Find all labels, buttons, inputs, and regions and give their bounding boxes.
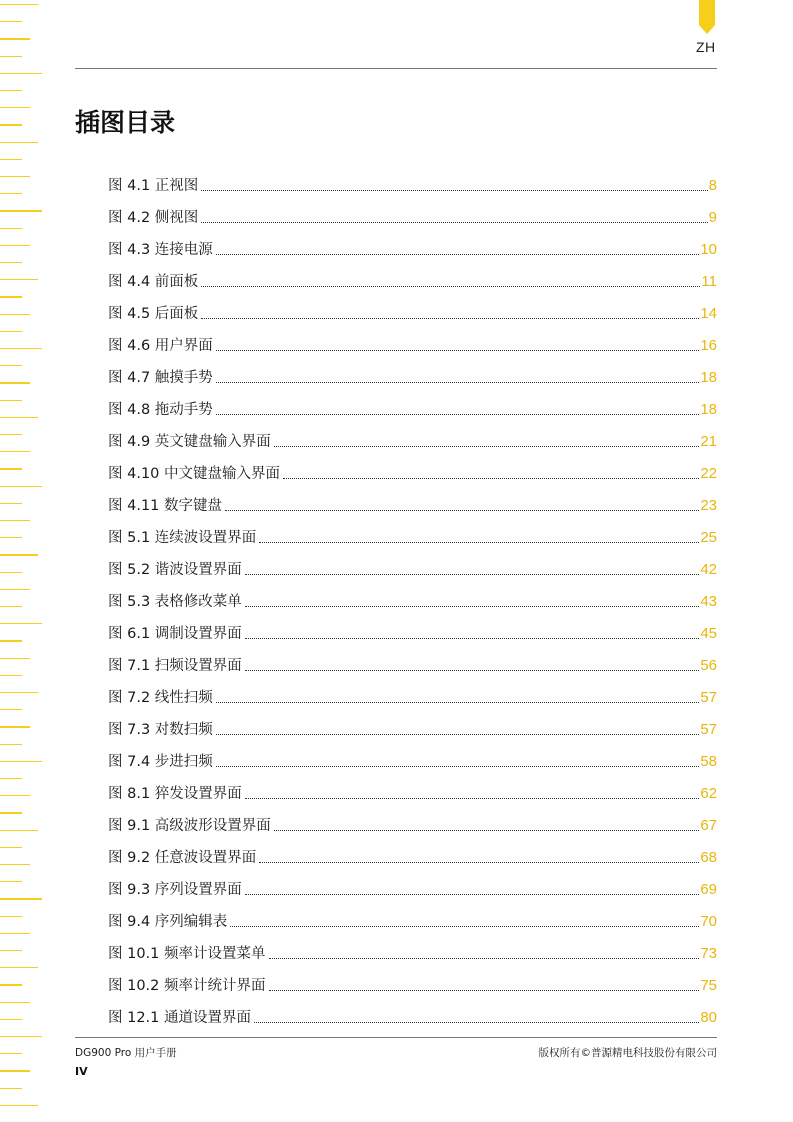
edge-line xyxy=(0,658,30,659)
toc-entry-label: 图 7.3 对数扫频 xyxy=(108,722,213,738)
toc-entry[interactable] xyxy=(108,455,717,487)
edge-line xyxy=(0,279,38,280)
edge-line xyxy=(0,468,22,469)
toc-entry[interactable] xyxy=(108,167,717,199)
toc-entry-page: 57 xyxy=(700,721,717,738)
edge-line xyxy=(0,4,38,5)
edge-line xyxy=(0,1002,30,1003)
header-divider xyxy=(75,68,717,69)
toc-entry[interactable] xyxy=(108,487,717,519)
toc-entry-label: 图 4.11 数字键盘 xyxy=(108,498,223,514)
edge-line xyxy=(0,503,22,504)
edge-line xyxy=(0,864,30,865)
edge-line xyxy=(0,193,22,194)
toc-entry-label: 图 9.2 任意波设置界面 xyxy=(108,850,257,866)
edge-line xyxy=(0,451,30,452)
edge-line xyxy=(0,1105,38,1106)
edge-line xyxy=(0,744,22,745)
edge-line xyxy=(0,1036,42,1037)
toc-entry[interactable] xyxy=(108,903,717,935)
toc-entry[interactable] xyxy=(108,775,717,807)
toc-dot-leader xyxy=(254,1021,699,1023)
toc-entry-page: 9 xyxy=(708,209,717,226)
toc-entry-label: 图 4.6 用户界面 xyxy=(108,338,213,354)
toc-entry[interactable] xyxy=(108,583,717,615)
toc-entry-page: 8 xyxy=(708,177,717,194)
toc-entry[interactable] xyxy=(108,999,717,1031)
toc-entry[interactable] xyxy=(108,807,717,839)
toc-entry-label: 图 5.3 表格修改菜单 xyxy=(108,594,242,610)
edge-line xyxy=(0,1088,22,1089)
edge-line xyxy=(0,640,22,641)
edge-line xyxy=(0,159,22,160)
toc-entry-page: 57 xyxy=(700,689,717,706)
toc-entry-page: 25 xyxy=(700,529,717,546)
toc-entry-label: 图 4.8 拖动手势 xyxy=(108,402,213,418)
edge-line xyxy=(0,778,22,779)
toc-entry[interactable] xyxy=(108,551,717,583)
edge-line xyxy=(0,692,38,693)
toc-entry-page: 11 xyxy=(701,273,717,290)
toc-entry[interactable] xyxy=(108,711,717,743)
edge-line xyxy=(0,348,42,349)
toc-entry-label: 图 7.2 线性扫频 xyxy=(108,690,213,706)
edge-line xyxy=(0,967,38,968)
toc-dot-leader xyxy=(245,573,700,575)
edge-line xyxy=(0,296,22,297)
toc-entry-label: 图 4.7 触摸手势 xyxy=(108,370,213,386)
edge-line xyxy=(0,210,42,211)
toc-entry-label: 图 7.4 步进扫频 xyxy=(108,754,213,770)
toc-dot-leader xyxy=(245,797,700,799)
decorative-edge-lines xyxy=(0,0,46,1122)
toc-entry-label: 图 8.1 猝发设置界面 xyxy=(108,786,242,802)
toc-entry-label: 图 4.3 连接电源 xyxy=(108,242,213,258)
edge-line xyxy=(0,1070,30,1071)
toc-dot-leader xyxy=(230,925,699,927)
toc-entry-page: 43 xyxy=(700,593,717,610)
toc-dot-leader xyxy=(201,221,707,223)
toc-dot-leader xyxy=(216,413,700,415)
toc-entry[interactable] xyxy=(108,231,717,263)
edge-line xyxy=(0,124,22,125)
toc-entry-page: 10 xyxy=(700,241,717,258)
toc-entry-label: 图 12.1 通道设置界面 xyxy=(108,1010,252,1026)
toc-entry-label: 图 4.1 正视图 xyxy=(108,178,199,194)
toc-entry-label: 图 9.3 序列设置界面 xyxy=(108,882,242,898)
toc-entry-label: 图 4.2 侧视图 xyxy=(108,210,199,226)
edge-line xyxy=(0,812,22,813)
toc-dot-leader xyxy=(274,829,700,831)
edge-line xyxy=(0,73,42,74)
language-tab-marker xyxy=(699,0,715,34)
edge-line xyxy=(0,830,38,831)
edge-line xyxy=(0,554,38,555)
toc-entry-label: 图 10.1 频率计设置菜单 xyxy=(108,946,266,962)
toc-entry-label: 图 5.2 谐波设置界面 xyxy=(108,562,242,578)
toc-entry-page: 18 xyxy=(700,401,717,418)
toc-dot-leader xyxy=(269,957,700,959)
toc-entry[interactable] xyxy=(108,391,717,423)
edge-line xyxy=(0,726,30,727)
toc-dot-leader xyxy=(283,477,699,479)
toc-entry[interactable] xyxy=(108,295,717,327)
edge-line xyxy=(0,898,42,899)
toc-entry-page: 70 xyxy=(700,913,717,930)
toc-entry-label: 图 4.9 英文键盘输入界面 xyxy=(108,434,271,450)
toc-dot-leader xyxy=(201,317,699,319)
edge-line xyxy=(0,107,30,108)
edge-line xyxy=(0,142,38,143)
toc-dot-leader xyxy=(216,381,700,383)
toc-entry-label: 图 6.1 调制设置界面 xyxy=(108,626,242,642)
edge-line xyxy=(0,984,22,985)
edge-line xyxy=(0,933,30,934)
toc-dot-leader xyxy=(216,253,700,255)
toc-entry[interactable] xyxy=(108,871,717,903)
edge-line xyxy=(0,675,22,676)
footer-copyright: 版权所有©普源精电科技股份有限公司 xyxy=(538,1047,717,1059)
footer-divider xyxy=(75,1037,717,1038)
toc-dot-leader xyxy=(259,861,699,863)
toc-entry-page: 23 xyxy=(700,497,717,514)
toc-dot-leader xyxy=(216,765,700,767)
edge-line xyxy=(0,417,38,418)
toc-entry-page: 80 xyxy=(700,1009,717,1026)
edge-line xyxy=(0,1019,22,1020)
toc-dot-leader xyxy=(245,669,700,671)
edge-line xyxy=(0,331,22,332)
toc-entry-label: 图 4.4 前面板 xyxy=(108,274,199,290)
toc-entry-page: 45 xyxy=(700,625,717,642)
toc-dot-leader xyxy=(259,541,699,543)
toc-entry-page: 22 xyxy=(700,465,717,482)
edge-line xyxy=(0,795,30,796)
edge-line xyxy=(0,709,22,710)
toc-entry-label: 图 10.2 频率计统计界面 xyxy=(108,978,266,994)
toc-entry-label: 图 9.1 高级波形设置界面 xyxy=(108,818,271,834)
toc-entry-page: 73 xyxy=(700,945,717,962)
toc-entry[interactable] xyxy=(108,839,717,871)
toc-dot-leader xyxy=(201,285,700,287)
footer-manual-title: DG900 Pro 用户手册 xyxy=(75,1047,177,1059)
edge-line xyxy=(0,950,22,951)
edge-line xyxy=(0,434,22,435)
toc-entry[interactable] xyxy=(108,967,717,999)
edge-line xyxy=(0,262,22,263)
page-title: 插图目录 xyxy=(75,108,176,137)
toc-entry-page: 67 xyxy=(700,817,717,834)
page-number: IV xyxy=(75,1065,88,1078)
edge-line xyxy=(0,761,42,762)
toc-entry-page: 21 xyxy=(700,433,717,450)
edge-line xyxy=(0,1053,22,1054)
toc-entry-label: 图 7.1 扫频设置界面 xyxy=(108,658,242,674)
toc-dot-leader xyxy=(201,189,707,191)
toc-entry[interactable] xyxy=(108,359,717,391)
edge-line xyxy=(0,520,30,521)
edge-line xyxy=(0,916,22,917)
toc-entry-page: 58 xyxy=(700,753,717,770)
toc-entry[interactable] xyxy=(108,679,717,711)
toc-dot-leader xyxy=(225,509,699,511)
toc-entry-page: 14 xyxy=(700,305,717,322)
edge-line xyxy=(0,486,42,487)
edge-line xyxy=(0,847,22,848)
edge-line xyxy=(0,314,30,315)
language-tab-label: ZH xyxy=(696,39,716,55)
toc-entry-page: 18 xyxy=(700,369,717,386)
toc-entry[interactable] xyxy=(108,743,717,775)
edge-line xyxy=(0,245,30,246)
toc-dot-leader xyxy=(216,733,700,735)
edge-line xyxy=(0,176,30,177)
toc-entry-label: 图 4.5 后面板 xyxy=(108,306,199,322)
toc-dot-leader xyxy=(269,989,700,991)
toc-entry-page: 42 xyxy=(700,561,717,578)
toc-entry[interactable] xyxy=(108,647,717,679)
edge-line xyxy=(0,589,30,590)
toc-entry-label: 图 5.1 连续波设置界面 xyxy=(108,530,257,546)
toc-entry[interactable] xyxy=(108,935,717,967)
toc-entry[interactable] xyxy=(108,263,717,295)
figure-list xyxy=(108,167,717,1031)
toc-entry-page: 16 xyxy=(700,337,717,354)
toc-entry-page: 69 xyxy=(700,881,717,898)
toc-entry-page: 56 xyxy=(700,657,717,674)
edge-line xyxy=(0,365,22,366)
toc-dot-leader xyxy=(274,445,700,447)
edge-line xyxy=(0,90,22,91)
toc-entry-label: 图 4.10 中文键盘输入界面 xyxy=(108,466,281,482)
toc-entry[interactable] xyxy=(108,327,717,359)
edge-line xyxy=(0,572,22,573)
edge-line xyxy=(0,21,22,22)
toc-dot-leader xyxy=(245,637,700,639)
edge-line xyxy=(0,228,22,229)
toc-dot-leader xyxy=(245,605,700,607)
toc-entry-page: 62 xyxy=(700,785,717,802)
toc-entry[interactable] xyxy=(108,615,717,647)
edge-line xyxy=(0,400,22,401)
toc-entry[interactable] xyxy=(108,199,717,231)
edge-line xyxy=(0,56,22,57)
toc-entry[interactable] xyxy=(108,423,717,455)
edge-line xyxy=(0,606,22,607)
toc-entry[interactable] xyxy=(108,519,717,551)
edge-line xyxy=(0,881,22,882)
toc-entry-label: 图 9.4 序列编辑表 xyxy=(108,914,228,930)
toc-dot-leader xyxy=(216,701,700,703)
toc-dot-leader xyxy=(245,893,700,895)
toc-dot-leader xyxy=(216,349,700,351)
edge-line xyxy=(0,623,42,624)
edge-line xyxy=(0,382,30,383)
toc-entry-page: 75 xyxy=(700,977,717,994)
edge-line xyxy=(0,537,22,538)
toc-entry-page: 68 xyxy=(700,849,717,866)
edge-line xyxy=(0,38,30,39)
